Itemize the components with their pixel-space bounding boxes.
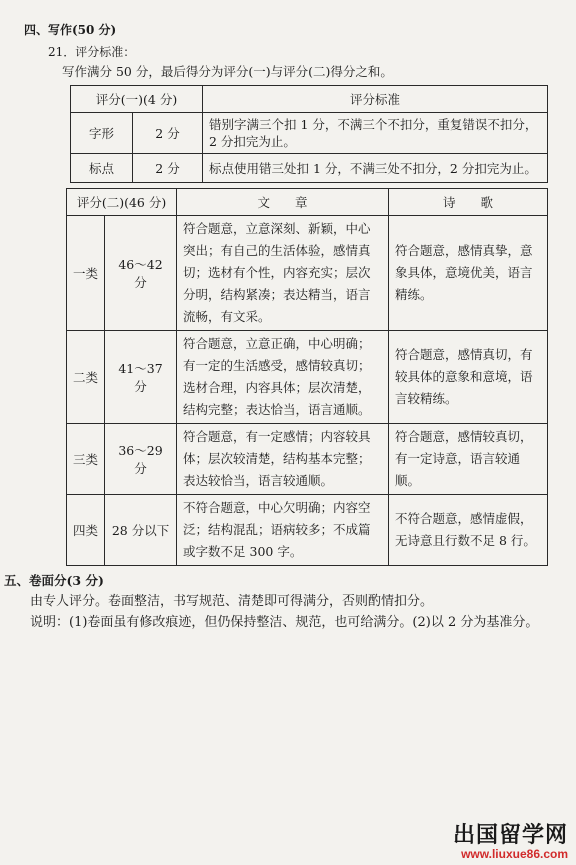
row-item: 标点 <box>71 154 133 183</box>
watermark-url: www.liuxue86.com <box>461 847 568 861</box>
section5-title: 五、卷面分(3 分) <box>4 573 104 588</box>
row-essay: 不符合题意，中心欠明确；内容空泛；结构混乱；语病较多；不成篇或字数不足 300 字。 <box>177 495 389 566</box>
row-level: 三类 <box>67 424 105 495</box>
row-item: 字形 <box>71 113 133 154</box>
header-part2: 评分(二)(46 分) <box>67 189 177 216</box>
table-header-row <box>67 189 548 216</box>
row-score: 2 分 <box>133 154 203 183</box>
section4-title: 四、写作(50 分) <box>24 23 117 37</box>
row-essay: 符合题意，有一定感情；内容较具体；层次较清楚，结构基本完整；表达较恰当，语言较通顺。 <box>177 424 389 495</box>
header-criteria: 评分标准 <box>203 86 548 113</box>
question21-label: 21．评分标准： <box>48 45 136 59</box>
row-poem: 符合题意，感情真挚，意象具体，意境优美，语言精练。 <box>389 216 548 331</box>
table-row <box>71 154 548 183</box>
table-row <box>67 216 548 331</box>
table-row <box>67 495 548 566</box>
row-range: 36～29 分 <box>105 424 177 495</box>
row-level: 四类 <box>67 495 105 566</box>
row-range: 46～42 分 <box>105 216 177 331</box>
row-score: 2 分 <box>133 113 203 154</box>
header-essay: 文 章 <box>177 189 389 216</box>
row-level: 一类 <box>67 216 105 331</box>
row-poem: 符合题意，感情较真切，有一定诗意，语言较通顺。 <box>389 424 548 495</box>
site-watermark <box>453 818 568 861</box>
section5-note: 说明：(1)卷面虽有修改痕迹，但仍保持整洁、规范，也可给满分。(2)以 2 分为基准分。 <box>30 615 539 630</box>
section5-rule: 由专人评分。卷面整洁，书写规范、清楚即可得满分，否则酌情扣分。 <box>30 594 434 609</box>
row-essay: 符合题意，立意深刻、新颖，中心突出；有自己的生活体验，感情真切；选材有个性，内容充实；层次分明，结构紧凑；表达精当，语言流畅，有文采。 <box>177 216 389 331</box>
scoring-table-part1 <box>70 85 548 183</box>
row-essay: 符合题意，立意正确，中心明确；有一定的生活感受，感情较真切；选材合理，内容具体；层次清楚，结构完整；表达恰当，语言通顺。 <box>177 331 389 424</box>
header-poem: 诗 歌 <box>389 189 548 216</box>
scoring-table-part2 <box>66 188 548 566</box>
watermark-name: 出国留学网 <box>452 823 568 848</box>
scoring-intro: 写作满分 50 分，最后得分为评分(一)与评分(二)得分之和。 <box>62 64 393 79</box>
table-row <box>71 113 548 154</box>
row-poem: 符合题意，感情真切，有较具体的意象和意境，语言较精练。 <box>389 331 548 424</box>
table-header-row <box>71 86 548 113</box>
header-part1: 评分(一)(4 分) <box>71 86 203 113</box>
row-poem: 不符合题意，感情虚假，无诗意且行数不足 8 行。 <box>389 495 548 566</box>
row-desc: 标点使用错三处扣 1 分，不满三处不扣分，2 分扣完为止。 <box>203 154 548 183</box>
row-range: 28 分以下 <box>105 495 177 566</box>
row-range: 41～37 分 <box>105 331 177 424</box>
row-level: 二类 <box>67 331 105 424</box>
table-row <box>67 424 548 495</box>
table-row <box>67 331 548 424</box>
row-desc: 错别字满三个扣 1 分，不满三个不扣分，重复错误不扣分，2 分扣完为止。 <box>203 113 548 154</box>
